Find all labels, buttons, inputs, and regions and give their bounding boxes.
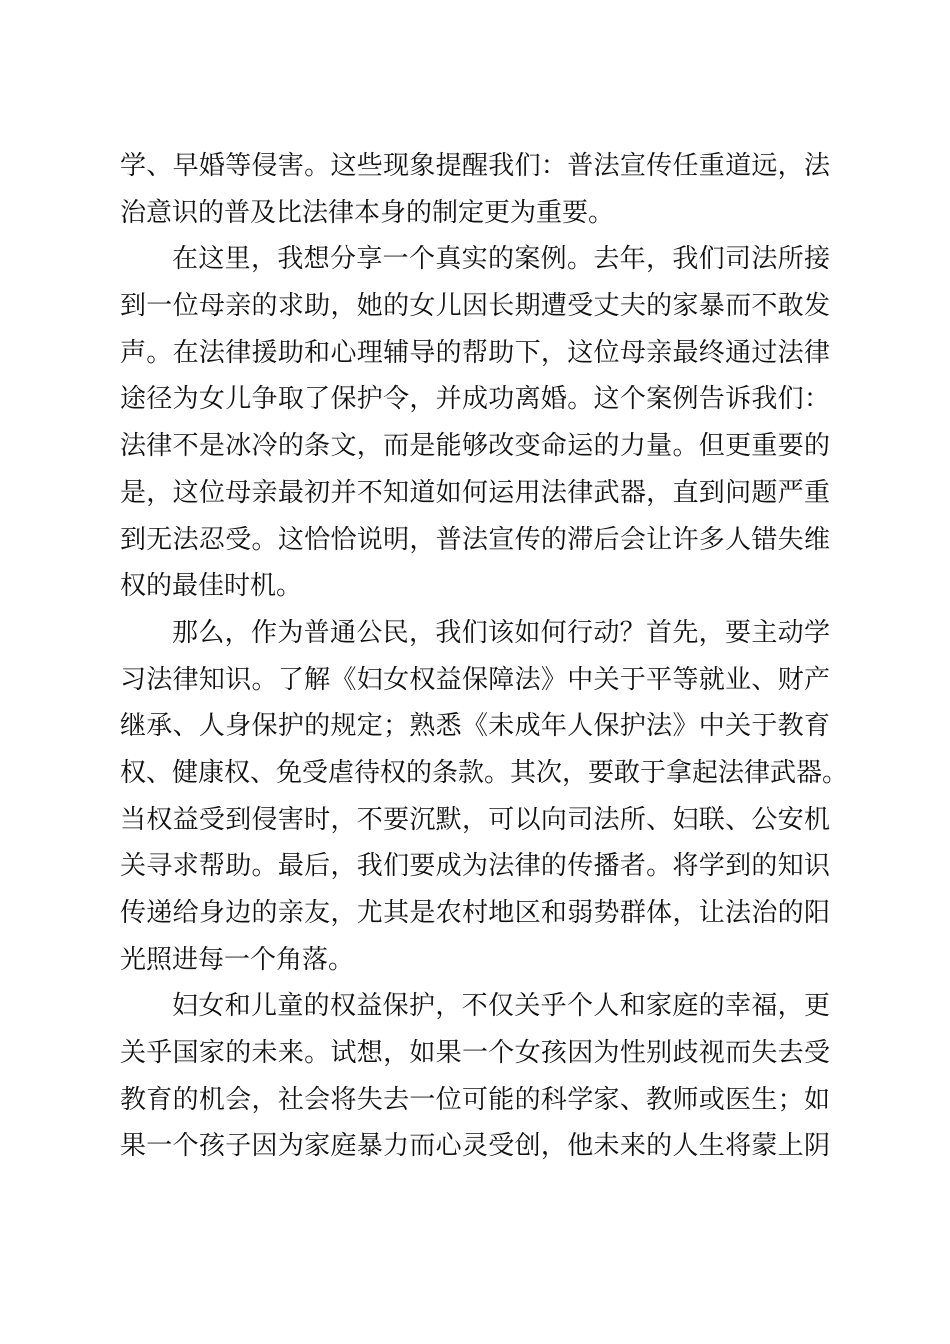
text-line: 权的最佳时机。 — [120, 571, 303, 602]
text-line: 是，这位母亲最初并不知道如何运用法律武器，直到问题严重 — [120, 477, 830, 508]
text-line: 到无法忍受。这恰恰说明，普法宣传的滞后会让许多人错失维 — [120, 524, 830, 555]
text-line: 继承、人身保护的规定；熟悉《未成年人保护法》中关于教育 — [120, 711, 830, 742]
text-line: 关乎国家的未来。试想，如果一个女孩因为性别歧视而失去受 — [120, 1038, 830, 1069]
text-line: 果一个孩子因为家庭暴力而心灵受创，他未来的人生将蒙上阴 — [120, 1131, 830, 1162]
text-line: 学、早婚等侵害。这些现象提醒我们：普法宣传任重道远，法 — [120, 151, 830, 181]
text-line: 当权益受到侵害时，不要沉默，可以向司法所、妇联、公安机 — [120, 804, 830, 835]
text-line: 途径为女儿争取了保护令，并成功离婚。这个案例告诉我们： — [120, 384, 830, 415]
text-line: 到一位母亲的求助，她的女儿因长期遭受丈夫的家暴而不敢发 — [120, 291, 830, 322]
text-line: 权、健康权、免受虐待权的条款。其次，要敢于拿起法律武器。 — [120, 757, 849, 788]
paragraph-first-line: 那么，作为普通公民，我们该如何行动？首先，要主动学 — [172, 617, 830, 648]
text-line: 法律不是冰冷的条文，而是能够改变命运的力量。但更重要的 — [120, 431, 830, 462]
paragraph-first-line: 妇女和儿童的权益保护，不仅关乎个人和家庭的幸福，更 — [172, 991, 830, 1022]
text-line: 教育的机会，社会将失去一位可能的科学家、教师或医生；如 — [120, 1084, 830, 1115]
paragraph-first-line: 在这里，我想分享一个真实的案例。去年，我们司法所接 — [172, 244, 830, 275]
text-line: 声。在法律援助和心理辅导的帮助下，这位母亲最终通过法律 — [120, 337, 830, 368]
text-line: 关寻求帮助。最后，我们要成为法律的传播者。将学到的知识 — [120, 851, 830, 882]
text-line: 传递给身边的亲友，尤其是农村地区和弱势群体，让法治的阳 — [120, 898, 830, 928]
text-line: 习法律知识。了解《妇女权益保障法》中关于平等就业、财产 — [120, 664, 830, 695]
document-body — [120, 143, 849, 1170]
text-line: 治意识的普及比法律本身的制定更为重要。 — [120, 197, 615, 228]
text-line: 光照进每一个角落。 — [120, 944, 355, 975]
